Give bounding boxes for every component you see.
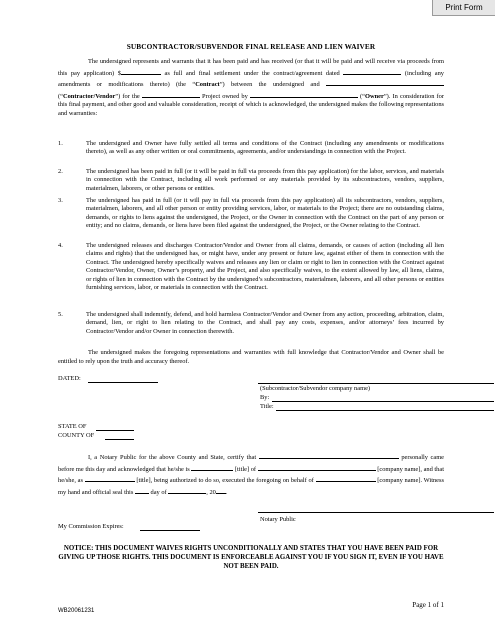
item-number: 2. — [58, 168, 63, 175]
closing-paragraph: The undersigned makes the foregoing representations and warranties with full knowledge that Contractor/Vendor and Owner shall be entitled to rely upon the truth and accuracy thereof. — [58, 349, 444, 365]
amount-field[interactable] — [121, 67, 161, 75]
list-item — [58, 242, 444, 292]
state-label: STATE OF — [58, 423, 87, 430]
item-text: The undersigned and Owner have fully settled all terms and conditions of the Contract (including any amendments or modifications thereto), as well as any other written or oral commitments, agreements, and/or understandings in connection with the Project. — [86, 140, 444, 156]
dated-label: DATED: — [58, 375, 81, 382]
owner-name-field[interactable] — [250, 90, 358, 98]
contract-date-field[interactable] — [343, 67, 401, 75]
intro-paragraph — [58, 58, 444, 118]
intro-text: ”). In consideration for this final payment, and other good and valuable consideration, receipt of which is acknowledged, the undersigned makes the following representations and warranties: — [58, 92, 444, 117]
signer-name-field[interactable] — [259, 451, 399, 459]
seal-day-field[interactable] — [135, 486, 149, 494]
title-field[interactable] — [276, 410, 494, 411]
item-text: The undersigned has paid in full (or it will pay in full via proceeds from this pay application) all its subcontractors, vendors, suppliers, materialmen, laborers, and all other person or entity providing services, labor, or materials to the Project; there are no outstanding claims, demands, or rights to liens against the undersigned, the Project, or the Owner in connection with the Contract on the part of any person or entity; and no claims, demands, or liens have been filed against the undersigned, the Project, or the Owner relating to the Contract. — [86, 197, 444, 230]
print-form-button[interactable]: Print Form — [432, 0, 495, 16]
company-name-field[interactable] — [258, 383, 494, 384]
item-text: The undersigned shall indemnify, defend, and hold harmless Contractor/Vendor and Owner from any action, proceeding, arbitration, claim, demand, lien, or right to lien relating to the Contract, and shall pay any costs, expenses, and/or attorneys’ fees incurred by Contractor/Vendor and/or Owner in connection therewith. — [86, 311, 444, 335]
seal-year-field[interactable] — [216, 486, 226, 494]
notary-text: I, a Notary Public for the above County and State, certify that — [88, 454, 259, 461]
commission-expires-label: My Commission Expires: — [58, 523, 124, 530]
item-number: 4. — [58, 242, 63, 249]
owner-term: Owner — [365, 92, 384, 100]
signer-title-field[interactable] — [191, 463, 233, 471]
notary-text: [title] of — [233, 465, 258, 473]
seal-month-field[interactable] — [168, 486, 206, 494]
list-item — [58, 168, 444, 193]
item-number: 3. — [58, 197, 63, 204]
signer-company-field[interactable] — [258, 463, 376, 471]
list-item — [58, 311, 444, 336]
county-field[interactable] — [105, 439, 134, 440]
signer-company-2-field[interactable] — [316, 474, 376, 482]
intro-text: ”) between the undersigned and — [219, 81, 326, 88]
intro-text: (“ — [58, 92, 63, 100]
contractor-vendor-term: Contractor/Vendor — [62, 92, 116, 100]
title-label: Title: — [260, 403, 274, 410]
item-number: 1. — [58, 140, 63, 147]
signer-title-2-field[interactable] — [85, 474, 135, 482]
item-number: 5. — [58, 311, 63, 318]
by-label: By: — [260, 394, 270, 401]
by-field[interactable] — [272, 401, 494, 402]
project-field[interactable] — [142, 90, 200, 98]
page-number: Page 1 of 1 — [412, 601, 444, 609]
item-text: The undersigned has been paid in full (or it will be paid in full via proceeds from this pay application) for the labor, services, and materials in connection with the Contract, including all work performed or any materials provided by its subcontractors, vendors, suppliers, materialmen, laborers, or other persons or entities. — [86, 168, 444, 192]
intro-text: (“ — [357, 92, 366, 100]
intro-text: Project owned by — [202, 92, 250, 100]
county-label: COUNTY OF — [58, 432, 95, 439]
intro-text: as full and final settlement under the contract/agreement dated — [160, 69, 344, 77]
list-item — [58, 140, 444, 157]
notary-text: [company name]. Witness my hand and official seal this — [58, 477, 444, 496]
notary-text: , 20 — [206, 488, 216, 496]
state-field[interactable] — [96, 430, 134, 431]
notary-public-label: Notary Public — [260, 516, 296, 523]
notary-text: day of — [148, 488, 169, 496]
contract-term: Contract — [195, 81, 220, 88]
notary-text: [company name], and that he/she, as — [58, 465, 444, 484]
notary-text: [title], being authorized to do so, executed the foregoing on behalf of — [134, 477, 316, 484]
intro-text: ”) for the — [115, 92, 142, 100]
item-text: The undersigned releases and discharges Contractor/Vendor and Owner from all claims, demands, or causes of action (including all lien claims and rights) that the undersigned has, or might have, under any present or future law, against either of them in connection with the Contract. The undersigned hereby specifically waives and releases any lien or claim or right to lien in connection with the Contract against Contractor/Vendor, Owner, Owner’s property, and the Project, and also specifically waives, to the extent allowed by law, all liens, claims, or rights of lien in connection with the Contract by the undersigned’s subcontractors, materialmen, laborers, and all other persons or entities furnishing services, labor, or materials in connection with the Contract. — [86, 242, 444, 292]
dated-field[interactable] — [88, 382, 158, 383]
document-title: SUBCONTRACTOR/SUBVENDOR FINAL RELEASE AND LIEN WAIVER — [126, 42, 376, 51]
notary-text: . — [225, 488, 228, 496]
notary-signature-field[interactable] — [258, 512, 494, 513]
contractor-name-field[interactable] — [326, 78, 444, 86]
list-item — [58, 197, 444, 231]
intro-text: The undersigned represents and warrants that it has been paid and has received (or that it will be paid and will receive via proceeds from this pay application) $ — [58, 58, 444, 77]
form-code: WB20061231 — [58, 608, 95, 614]
notary-paragraph — [58, 451, 444, 497]
company-name-label: (Subcontractor/Subvendor company name) — [260, 385, 371, 392]
commission-expires-field[interactable] — [140, 530, 200, 531]
notice-text: NOTICE: THIS DOCUMENT WAIVES RIGHTS UNCONDITIONALLY AND STATES THAT YOU HAVE BEEN PAID FOR GIVING UP THOSE RIGHTS. THIS DOCUMENT IS ENFORCEABLE AGAINST YOU IF YOU SIGN IT, EVEN IF YOU HAVE NOT BEEN PAID. — [58, 545, 444, 570]
notary-text: personally came before me this day and acknowledged that he/she is — [58, 454, 445, 473]
intro-text: (including any amendments or modifications thereto) (the “ — [58, 69, 444, 88]
